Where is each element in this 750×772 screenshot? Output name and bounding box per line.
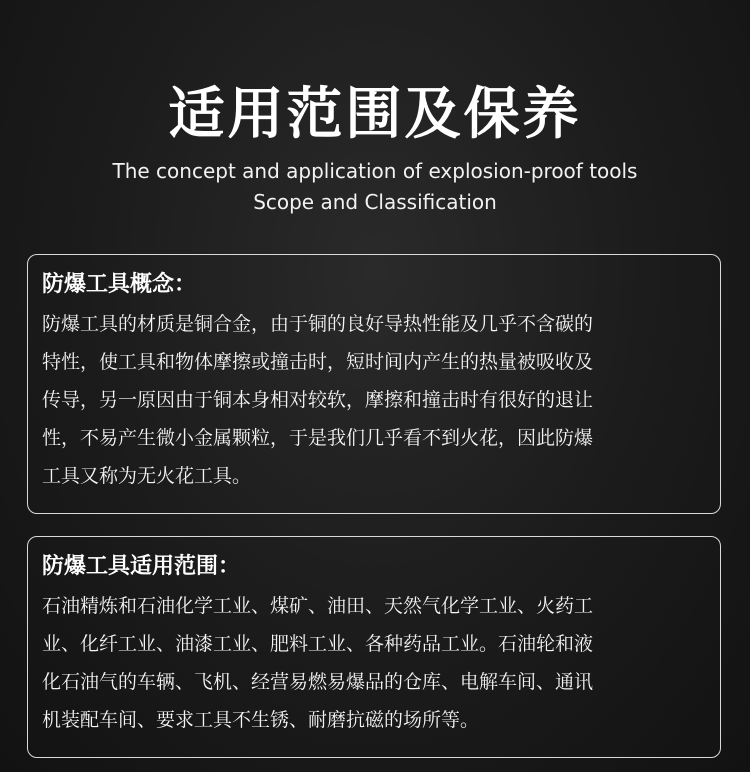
scope-line: 化石油气的车辆、飞机、经营易燃易爆品的仓库、电解车间、通讯: [42, 671, 594, 693]
concept-line: 防爆工具的材质是铜合金，由于铜的良好导热性能及几乎不含碳的: [42, 313, 594, 335]
scope-line: 机装配车间、要求工具不生锈、耐磨抗磁的场所等。: [42, 709, 480, 731]
scope-text: [42, 587, 706, 739]
subtitle-line-1: The concept and application of explosion-proof tools: [112, 159, 638, 183]
scope-heading: 防爆工具适用范围：: [42, 554, 241, 579]
concept-card: [27, 254, 721, 514]
header: [0, 78, 750, 218]
concept-line: 特性，使工具和物体摩擦或撞击时，短时间内产生的热量被吸收及: [42, 351, 594, 373]
page-title: 适用范围及保养: [168, 82, 582, 147]
scope-card: [27, 536, 721, 758]
subtitle: [0, 156, 750, 218]
concept-line: 工具又称为无火花工具。: [42, 465, 252, 487]
concept-line: 性，不易产生微小金属颗粒，于是我们几乎看不到火花，因此防爆: [42, 427, 594, 449]
scope-line: 石油精炼和石油化学工业、煤矿、油田、天然气化学工业、火药工: [42, 595, 594, 617]
concept-line: 传导，另一原因由于铜本身相对较软，摩擦和撞击时有很好的退让: [42, 389, 594, 411]
scope-line: 业、化纤工业、油漆工业、肥料工业、各种药品工业。石油轮和液: [42, 633, 594, 655]
concept-text: [42, 305, 706, 495]
concept-heading: 防爆工具概念：: [42, 272, 197, 297]
subtitle-line-2: Scope and Classification: [253, 190, 497, 214]
